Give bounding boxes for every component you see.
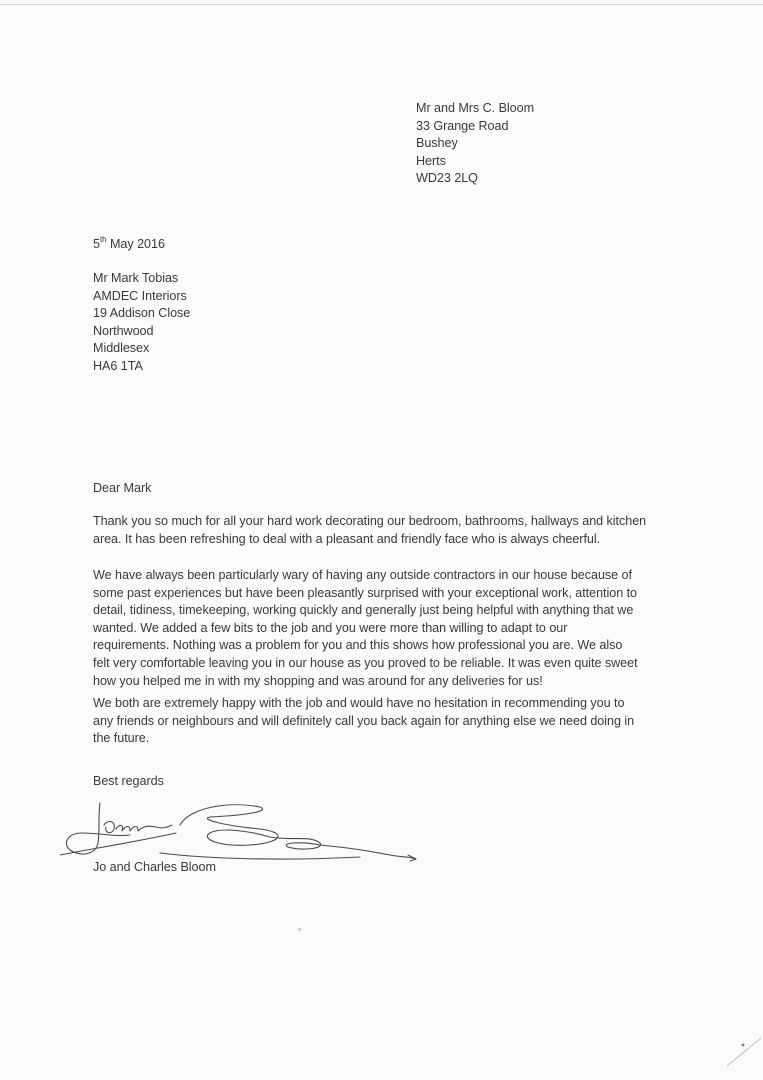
paragraph-line: any friends or neighbours and will definitely call you back again for anything else we need doing in	[93, 713, 635, 728]
sender-line: WD23 2LQ	[416, 171, 478, 186]
paragraph-line: how you helped me in with my shopping and was around for any deliveries for us!	[93, 673, 543, 688]
paragraph-line: area. It has been refreshing to deal with a pleasant and friendly face who is always cheerful.	[93, 531, 601, 546]
corner-crease-mark	[725, 1030, 763, 1070]
letter-date	[93, 236, 165, 254]
paragraph-line: some past experiences but have been pleasantly surprised with your exceptional work, attention to	[93, 585, 637, 600]
paragraph-line: We both are extremely happy with the job and would have no hesitation in recommending you to	[93, 696, 625, 710]
paragraph-line: Thank you so much for all your hard work decorating our bedroom, bathrooms, hallways and kitchen	[93, 514, 647, 528]
paragraph-line: wanted. We added a few bits to the job and you were more than willing to adapt to our	[93, 620, 568, 635]
signature-stroke	[66, 803, 130, 854]
date-suffix: th	[99, 235, 107, 244]
paper-speck	[298, 928, 301, 931]
signature-stroke	[104, 822, 172, 833]
signatory-name: Jo and Charles Bloom	[93, 860, 216, 874]
signature-stroke	[180, 805, 278, 846]
paragraph-line: We have always been particularly wary of having any outside contractors in our house because of	[93, 568, 632, 582]
paragraph-line: detail, tidiness, timekeeping, working quickly and generally just being helpful with anything that we	[93, 603, 634, 618]
closing: Best regards	[93, 774, 164, 788]
paragraph-experience	[93, 567, 683, 690]
sender-line: 33 Grange Road	[416, 118, 509, 133]
recipient-line: AMDEC Interiors	[93, 288, 187, 303]
date-day: 5	[93, 237, 100, 251]
sender-line: Mr and Mrs C. Bloom	[416, 101, 535, 115]
signature-stroke	[60, 833, 176, 855]
signature-image	[60, 795, 430, 865]
salutation: Dear Mark	[93, 481, 152, 495]
page-top-edge	[0, 4, 763, 5]
sender-line: Herts	[416, 153, 446, 168]
date-rest: May 2016	[106, 237, 165, 251]
recipient-line: Middlesex	[93, 341, 150, 356]
recipient-line: 19 Addison Close	[93, 306, 191, 321]
sender-line: Bushey	[416, 136, 458, 151]
paragraph-line: felt very comfortable leaving you in our house as you proved to be reliable. It was even quite sweet	[93, 655, 638, 670]
recipient-line: Mr Mark Tobias	[93, 271, 179, 285]
sender-address	[416, 100, 534, 188]
recipient-line: Northwood	[93, 323, 154, 338]
paragraph-line: the future.	[93, 731, 150, 746]
paragraph-line: requirements. Nothing was a problem for you and this shows how professional you are. We also	[93, 638, 623, 653]
paragraph-thanks	[93, 513, 683, 548]
recipient-line: HA6 1TA	[93, 358, 143, 373]
paragraph-recommendation	[93, 695, 683, 748]
recipient-address	[93, 270, 190, 376]
